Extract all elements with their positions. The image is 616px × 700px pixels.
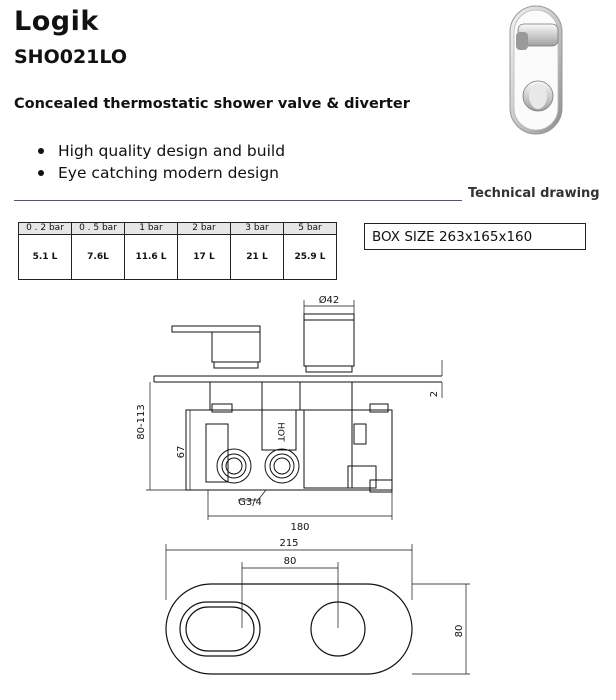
flow-rate-cell: 7.6L: [72, 235, 125, 280]
box-size-label: BOX SIZE 263x165x160: [364, 223, 586, 250]
flow-rate-cell: 11.6 L: [125, 235, 178, 280]
pressure-cell: 5 bar: [284, 223, 337, 235]
pressure-cell: 0 . 5 bar: [72, 223, 125, 235]
pressure-cell: 2 bar: [178, 223, 231, 235]
front-elevation: [166, 584, 412, 674]
feature-item: Eye catching modern design: [38, 162, 285, 184]
feature-item: High quality design and build: [38, 140, 285, 162]
pressure-cell: 1 bar: [125, 223, 178, 235]
pressure-cell: 0 . 2 bar: [19, 223, 72, 235]
thread-label: G3/4: [238, 497, 262, 508]
centres-label: 80: [283, 556, 297, 567]
plate-height-label: 80: [454, 624, 465, 638]
flow-rate-cell: 21 L: [231, 235, 284, 280]
handle-diameter-label: Ø42: [318, 295, 340, 306]
flow-rate-cell: 25.9 L: [284, 235, 337, 280]
pressure-cell: 3 bar: [231, 223, 284, 235]
dimension-lines: [146, 300, 470, 674]
product-subtitle: Concealed thermostatic shower valve & diverter: [14, 96, 410, 112]
inlet-height-label: 67: [176, 445, 187, 459]
body-width-label: 180: [290, 522, 310, 533]
brand-title: Logik: [14, 6, 99, 37]
plate-width-label: 215: [279, 538, 299, 549]
depth-range-label: 80-113: [136, 404, 147, 440]
flow-rate-cell: 17 L: [178, 235, 231, 280]
product-code: SHO021LO: [14, 46, 127, 68]
flow-rate-cell: 5.1 L: [19, 235, 72, 280]
side-elevation: [154, 314, 442, 492]
hot-label: HOT: [275, 422, 285, 442]
technical-drawing-heading: Technical drawing: [468, 186, 600, 201]
plate-projection-label: 2: [429, 390, 440, 398]
